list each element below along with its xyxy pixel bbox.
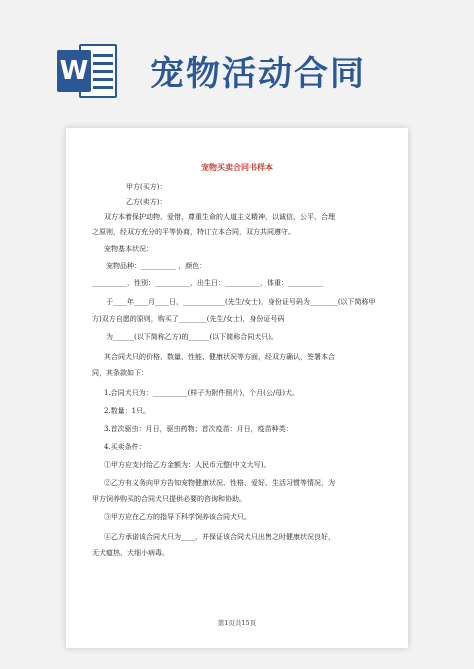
page-footer: 第1页共15页 xyxy=(217,619,257,627)
list-item: ③甲方应在乙方的指导下科学饲养该合同犬只。 xyxy=(104,513,251,521)
paragraph-line: 于____年____月____日，____________(先生/女士)，身份证号码为________(以下简称甲 xyxy=(106,298,376,306)
document-page xyxy=(66,128,408,648)
paragraph-line: 为______(以下简称乙方)的______(以下简称合同犬只)。 xyxy=(106,333,278,341)
list-item: 1.合同犬只为：__________(样子为附件照片)，个月(公/母)犬。 xyxy=(104,389,299,397)
word-icon xyxy=(57,40,121,102)
list-item: 甲方饲养购买的合同犬只提供必要的咨询和协助。 xyxy=(92,495,246,503)
paragraph-line: __________，性别：__________，出生日：__________，体重：__________ xyxy=(92,279,323,287)
banner-title: 宠物活动合同 xyxy=(150,54,366,94)
paragraph-line: 双方本着保护动物、爱惜、尊重生命的人道主义精神，以诚信、公平、合理 xyxy=(104,213,335,221)
banner xyxy=(0,0,474,118)
line-party-b: 乙方(卖方)： xyxy=(126,198,167,206)
paragraph-line: 方)双方自愿的原则，购买了________(先生/女士)，身份证号码 xyxy=(92,315,285,323)
paragraph-line: 宠物品种：__________ ，颜色： xyxy=(106,262,207,270)
line-party-a: 甲方(买方)： xyxy=(126,183,167,191)
word-logo-letter: W xyxy=(57,50,91,92)
list-item: 2.数量：1只。 xyxy=(104,407,151,415)
list-item: 无犬瘟热、犬细小病毒。 xyxy=(92,549,169,557)
list-item: 4.买卖条件： xyxy=(104,443,146,451)
list-item: ①甲方应支付给乙方金额为：人民币元整(中文大写)。 xyxy=(104,461,271,469)
paragraph-line: 宠物基本状况： xyxy=(104,245,153,253)
paragraph-line: 其合同犬只的价格、数量、性能、健康状况等方面，经双方确认，签署本合 xyxy=(104,353,335,361)
list-item: 3.首次驱虫：月日，驱虫药物；首次疫苗：月日，疫苗种类： xyxy=(104,425,293,433)
paragraph-line: 之原则，经双方充分的平等协商，特订立本合同，双方共同遵守。 xyxy=(92,228,295,236)
list-item: ②乙方有义务向甲方告知宠物健康状况、性格、爱好、生活习惯等情况，为 xyxy=(104,479,335,487)
document-title: 宠物买卖合同书样本 xyxy=(201,162,273,172)
list-item: ④乙方承诺该合同犬只为____，并保证该合同犬只出售之时健康状况良好， xyxy=(104,533,335,541)
paragraph-line: 同，其条款如下： xyxy=(92,369,148,377)
